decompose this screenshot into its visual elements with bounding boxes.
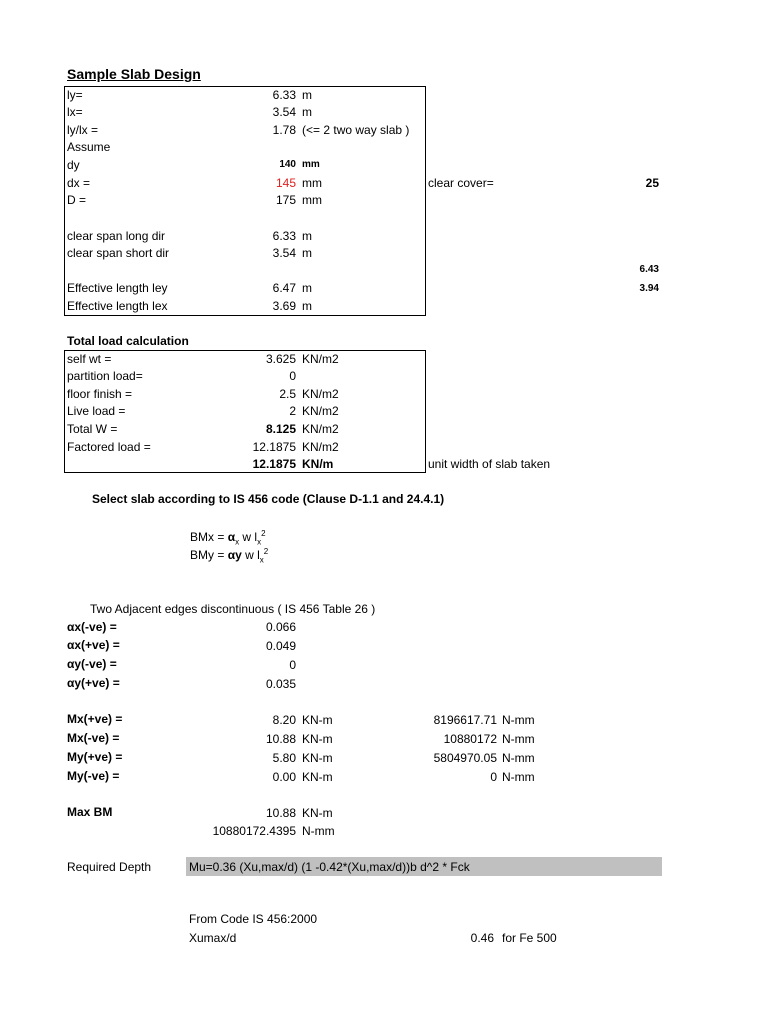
lx-subscript: x [259, 555, 264, 565]
moment-nmm-unit: N-mm [502, 732, 535, 746]
load-unit: KN/m [302, 457, 334, 471]
side-value: 3.94 [639, 283, 659, 294]
moment-value: 10.88 [265, 732, 296, 746]
bmy-prefix: BMy = [190, 548, 228, 562]
moment-nmm-unit: N-mm [502, 770, 535, 784]
moment-unit: KN-m [302, 770, 333, 784]
moment-value: 8.20 [272, 713, 296, 727]
coef-label: αx(-ve) = [67, 620, 117, 634]
moment-nmm-unit: N-mm [502, 713, 535, 727]
load-value: 2 [289, 404, 296, 418]
row-label: clear span long dir [67, 229, 166, 243]
moment-label: Mx(-ve) = [67, 731, 120, 745]
row-label: dx = [67, 176, 91, 190]
coef-value: 0 [289, 658, 296, 672]
row-value: 175 [275, 193, 296, 207]
row-label: D = [67, 193, 87, 207]
code-ref-line: From Code IS 456:2000 [189, 912, 318, 926]
clear-cover-label: clear cover= [428, 176, 494, 190]
max-bm-unit: KN-m [302, 806, 333, 820]
coef-label: αx(+ve) = [67, 638, 120, 652]
row-value: 3.54 [272, 105, 296, 119]
row-value: 3.69 [272, 299, 296, 313]
table26-heading: Two Adjacent edges discontinuous ( IS 456 Table 26 ) [90, 602, 376, 616]
unit-width-note: unit width of slab taken [428, 457, 551, 471]
load-unit: KN/m2 [302, 422, 339, 436]
row-label: lx= [67, 105, 83, 119]
moment-value: 5.80 [272, 751, 296, 765]
row-unit: m [302, 281, 312, 295]
max-bm-value: 10.88 [265, 806, 296, 820]
load-unit: KN/m2 [302, 440, 339, 454]
load-label: Factored load = [67, 440, 151, 454]
row-label: dy [67, 158, 80, 172]
moment-nmm: 8196617.71 [433, 713, 497, 727]
select-heading: Select slab according to IS 456 code (Clause D-1.1 and 24.4.1) [92, 492, 445, 506]
row-value: 6.33 [272, 88, 296, 102]
bmx-w: w l [239, 530, 258, 544]
alpha-x-symbol: α [227, 530, 236, 544]
row-label: Assume [67, 140, 111, 154]
max-bm-label: Max BM [67, 805, 113, 819]
row-unit: mm [302, 193, 322, 207]
load-label: partition load= [67, 369, 143, 383]
moment-nmm-unit: N-mm [502, 751, 535, 765]
load-unit: KN/m2 [302, 404, 339, 418]
row-unit: m [302, 88, 312, 102]
row-value: 6.33 [272, 229, 296, 243]
load-unit: KN/m2 [302, 387, 339, 401]
row-value: 6.47 [272, 281, 296, 295]
coef-label: αy(+ve) = [67, 676, 120, 690]
load-value: 3.625 [265, 352, 296, 366]
xumax-label: Xumax/d [189, 931, 237, 945]
alpha-x-subscript: x [235, 537, 240, 547]
moment-unit: KN-m [302, 713, 333, 727]
row-label: clear span short dir [67, 246, 170, 260]
required-depth-label: Required Depth [67, 860, 152, 874]
load-value: 12.1875 [252, 440, 296, 454]
load-value: 8.125 [265, 422, 296, 436]
moment-unit: KN-m [302, 732, 333, 746]
side-value: 6.43 [639, 264, 659, 275]
coef-value: 0.066 [265, 620, 296, 634]
load-label: Total W = [67, 422, 118, 436]
squared: 2 [263, 547, 269, 556]
coef-value: 0.035 [265, 677, 296, 691]
coef-label: αy(-ve) = [67, 657, 117, 671]
row-unit: mm [302, 159, 320, 170]
moment-unit: KN-m [302, 751, 333, 765]
moment-nmm: 5804970.05 [433, 751, 497, 765]
load-unit: KN/m2 [302, 352, 339, 366]
load-label: self wt = [67, 352, 112, 366]
load-label: floor finish = [67, 387, 133, 401]
row-unit: m [302, 105, 312, 119]
alpha-y-symbol: αy [227, 548, 242, 562]
row-unit: m [302, 299, 312, 313]
clear-cover-value: 25 [645, 176, 659, 190]
moment-label: Mx(+ve) = [67, 712, 123, 726]
max-bm-unit-nmm: N-mm [302, 824, 335, 838]
bmy-w: w l [241, 548, 260, 562]
moment-value: 0.00 [272, 770, 296, 784]
max-bm-value-nmm: 10880172.4395 [212, 824, 296, 838]
moment-label: My(-ve) = [67, 769, 120, 783]
xumax-note: for Fe 500 [502, 931, 557, 945]
load-heading: Total load calculation [67, 334, 189, 348]
row-value: 140 [279, 159, 296, 170]
row-unit: m [302, 246, 312, 260]
load-value: 0 [289, 369, 296, 383]
row-label: ly= [67, 88, 83, 102]
xumax-value: 0.46 [470, 931, 494, 945]
bmx-prefix: BMx = [190, 530, 228, 544]
coef-value: 0.049 [265, 639, 296, 653]
squared: 2 [261, 529, 266, 538]
row-value: 1.78 [272, 123, 296, 137]
row-label: Effective length ley [67, 281, 168, 295]
moment-nmm: 0 [490, 770, 497, 784]
row-unit: mm [302, 176, 322, 190]
row-value-highlight: 145 [275, 176, 296, 190]
moment-label: My(+ve) = [67, 750, 123, 764]
load-value: 12.1875 [252, 457, 296, 471]
load-value: 2.5 [279, 387, 296, 401]
row-label: ly/lx = [67, 123, 99, 137]
row-label: Effective length lex [67, 299, 168, 313]
row-unit: (<= 2 two way slab ) [302, 123, 410, 137]
bmy-formula [190, 544, 268, 568]
row-unit: m [302, 229, 312, 243]
row-value: 3.54 [272, 246, 296, 260]
load-label: Live load = [67, 404, 126, 418]
moment-nmm: 10880172 [443, 732, 497, 746]
required-depth-formula: Mu=0.36 (Xu,max/d) (1 -0.42*(Xu,max/d))b d^2 * Fck [189, 860, 470, 874]
lx-subscript: x [257, 537, 262, 547]
page-title: Sample Slab Design [67, 66, 201, 82]
